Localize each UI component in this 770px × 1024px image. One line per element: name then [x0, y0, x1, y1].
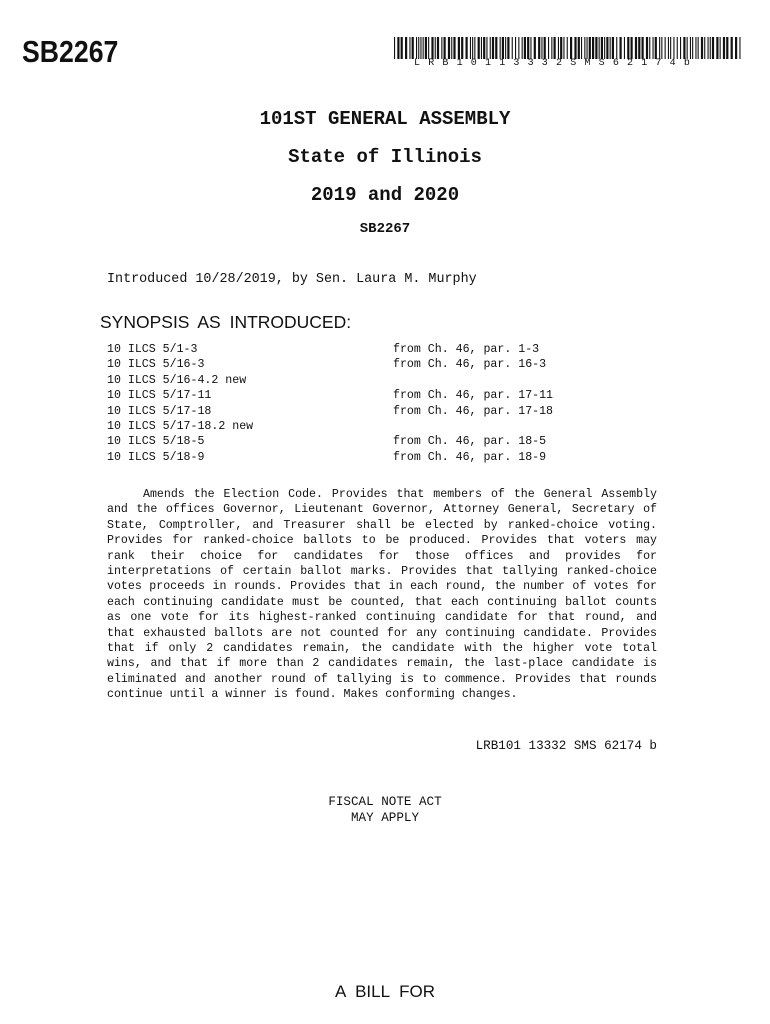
citation-source: from Ch. 46, par. 1-3: [393, 343, 540, 356]
citation-row: [107, 420, 667, 435]
citation-source: from Ch. 46, par. 18-9: [393, 450, 547, 464]
state-title: State of Illinois: [288, 146, 482, 168]
barcode: [394, 37, 742, 59]
citation-row: [107, 343, 667, 358]
citation-source: from Ch. 46, par. 18-5: [393, 435, 547, 449]
introduced-line: Introduced 10/28/2019, by Sen. Laura M. Murphy: [107, 272, 477, 287]
citation-row: [107, 389, 667, 404]
citation-row: [107, 451, 667, 466]
citation-row: [107, 405, 667, 420]
bill-number-header: SB2267: [22, 34, 119, 69]
citation-source: from Ch. 46, par. 17-18: [393, 404, 554, 418]
fiscal-note-line-1: FISCAL NOTE ACT: [328, 795, 442, 809]
session-years: 2019 and 2020: [310, 184, 460, 206]
citation-ilcs: 10 ILCS 5/1-3: [107, 343, 198, 356]
citation-ilcs: 10 ILCS 5/18-9: [107, 450, 205, 464]
barcode-text: LRB10113332SMS62174b: [414, 58, 699, 69]
citation-ilcs: 10 ILCS 5/17-18.2 new: [107, 419, 254, 433]
fiscal-note: [0, 795, 770, 826]
citation-source: from Ch. 46, par. 16-3: [393, 358, 547, 372]
fiscal-note-line-2: MAY APPLY: [350, 810, 420, 825]
bill-number-title: SB2267: [359, 221, 411, 237]
assembly-title: 101ST GENERAL ASSEMBLY: [259, 108, 511, 130]
citation-list: [107, 343, 667, 466]
bill-for-footer: A BILL FOR: [334, 982, 436, 1001]
citation-row: [107, 358, 667, 373]
citation-ilcs: 10 ILCS 5/17-11: [107, 389, 212, 403]
citation-ilcs: 10 ILCS 5/16-4.2 new: [107, 373, 247, 387]
synopsis-body: Amends the Election Code. Provides that members of the General Assembly and the offices Governor, Lieutenant Governor, Attorney General, Secretary of State, Comptroller, and Treasurer shall be elected by ranked-choice voting. Provides for ranked-choice ballots to be produced. Provides that voters may rank their choice for candidates for those offices and provides for interpretations of certain ballot marks. Provides that tallying ranked-choice votes proceeds in rounds. Provides that in each round, the number of votes for each continuing candidate must be counted, that each continuing ballot counts as one vote for its highest-ranked continuing candidate for that round, and that exhausted ballots are not counted for any continuing candidate. Provides that if only 2 candidates remain, the candidate with the higher vote total wins, and that if more than 2 candidates remain, the last-place candidate is eliminated and another round of tallying is to commence. Provides that rounds continue until a winner is found. Makes conforming changes.: [107, 488, 657, 702]
citation-ilcs: 10 ILCS 5/18-5: [107, 435, 205, 449]
citation-source: from Ch. 46, par. 17-11: [393, 389, 554, 403]
citation-ilcs: 10 ILCS 5/17-18: [107, 404, 212, 418]
citation-row: [107, 435, 667, 450]
synopsis-heading: SYNOPSIS AS INTRODUCED:: [100, 312, 352, 332]
citation-row: [107, 374, 667, 389]
lrb-code: LRB101 13332 SMS 62174 b: [475, 739, 657, 753]
citation-ilcs: 10 ILCS 5/16-3: [107, 358, 205, 372]
